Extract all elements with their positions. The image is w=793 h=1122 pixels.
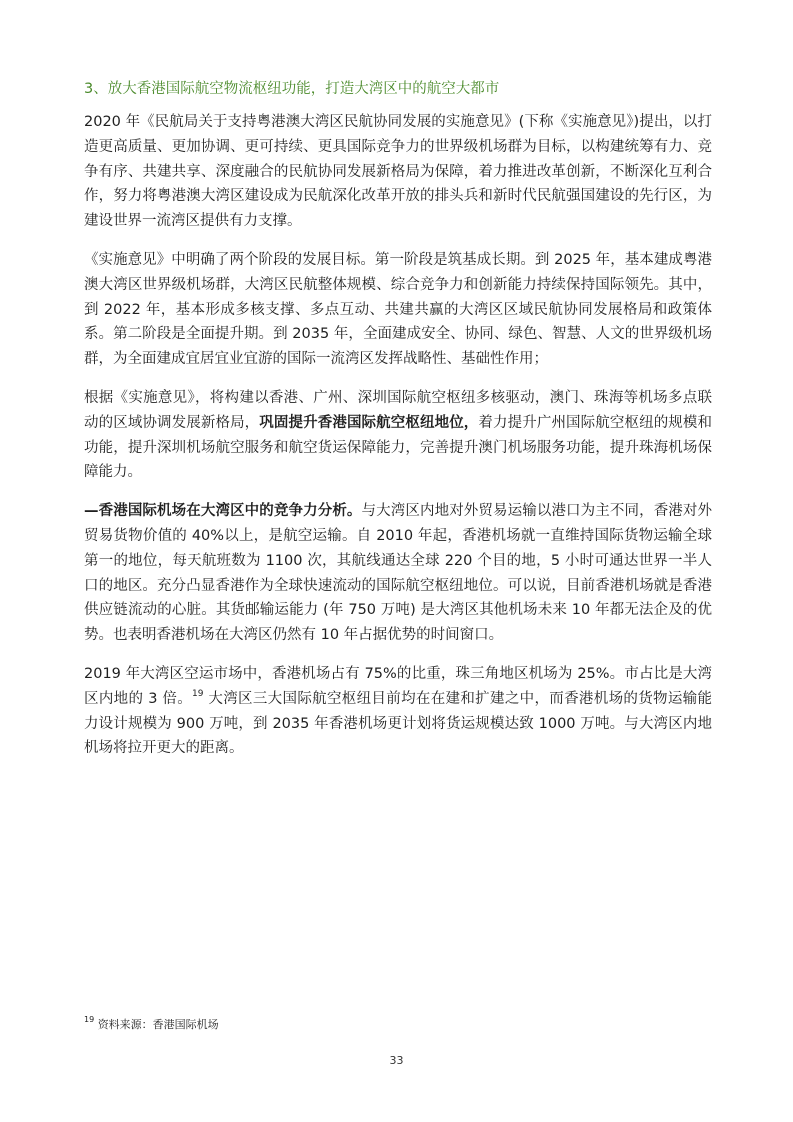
competitiveness-title: —香港国际机场在大湾区中的竞争力分析。: [84, 503, 362, 520]
market-share-text-a: 2019 年大湾区空运市场中，香港机场占有 75%的比重，珠三角地区机场为 25%。市占比是大湾区内地的 3 倍。: [84, 665, 712, 707]
paragraph-development-goals: 《实施意见》中明确了两个阶段的发展目标。第一阶段是筑基成长期。到 2025 年，基本建成粤港澳大湾区世界级机场群，大湾区民航整体规模、综合竞争力和创新能力持续保持国际领先。其中，到 2022 年，基本形成多核支撑、多点互动、共建共赢的大湾区区域民航协同发展格局和政策体系。第二阶段是全面提升期。到 2035 年，全面建成安全、协同、绿色、智慧、人文的世界级机场群，为全面建成宜居宜业宜游的国际一流湾区发挥战略性、基础性作用；: [84, 251, 712, 368]
regional-layout-emphasis: 巩固提升香港国际航空枢纽地位，: [259, 414, 479, 431]
market-share-text-b: 大湾区三大国际航空枢纽目前均在在建和扩建之中，而香港机场的货物运输能力设计规模为 900 万吨，到 2035 年香港机场更计划将货运规模达致 1000 万吨。与大湾区内地机场将拉开更大的距离。: [84, 690, 712, 757]
footnote-text: 资料来源：香港国际机场: [97, 1018, 219, 1031]
footnote-number: 19: [84, 1015, 95, 1025]
competitiveness-text: 与大湾区内地对外贸易运输以港口为主不同，香港对外贸易货物价值的 40%以上，是航空运输。自 2010 年起，香港机场就一直维持国际货物运输全球第一的地位，每天航班数为 1100 次，其航线通达全球 220 个目的地，5 小时可通达世界一半人口的地区。充分凸显香港作为全球快速流动的国际航空枢纽地位。可以说，目前香港机场就是香港供应链流动的心脏。其货邮输运能力 (年 750 万吨) 是大湾区其他机场未来 10 年都无法企及的优势。也表明香港机场在大湾区仍然有 10 年占据优势的时间窗口。: [84, 503, 713, 644]
footnote: [84, 1016, 219, 1032]
page-content: [84, 78, 712, 775]
paragraph-market-share: [84, 662, 712, 761]
page-number: 33: [389, 1054, 404, 1067]
paragraph-policy-intro: 2020 年《民航局关于支持粤港澳大湾区民航协同发展的实施意见》(下称《实施意见》)提出，以打造更高质量、更加协调、更可持续、更具国际竞争力的世界级机场群为目标，以构建统筹有力、竞争有序、共建共享、深度融合的民航协同发展新格局为保障，着力推进改革创新，不断深化互利合作，努力将粤港澳大湾区建设成为民航深化改革开放的排头兵和新时代民航强国建设的先行区，为建设世界一流湾区提供有力支撑。: [84, 114, 712, 230]
regional-layout-text-a: 根据《实施意见》，将构建以香港、广州、深圳国际航空枢纽多核驱动，澳门、珠海等机场多点联动的区域协调发展新格局，: [84, 389, 712, 431]
paragraph-regional-layout: [84, 386, 712, 485]
paragraph-competitiveness: [84, 499, 712, 648]
regional-layout-text-b: 着力提升广州国际航空枢纽的规模和功能，提升深圳机场航空服务和航空货运保障能力，完善提升澳门机场服务功能，提升珠海机场保障能力。: [84, 414, 713, 481]
footnote-reference[interactable]: 19: [192, 688, 204, 699]
section-heading: 3、放大香港国际航空物流枢纽功能，打造大湾区中的航空大都市: [84, 81, 500, 97]
